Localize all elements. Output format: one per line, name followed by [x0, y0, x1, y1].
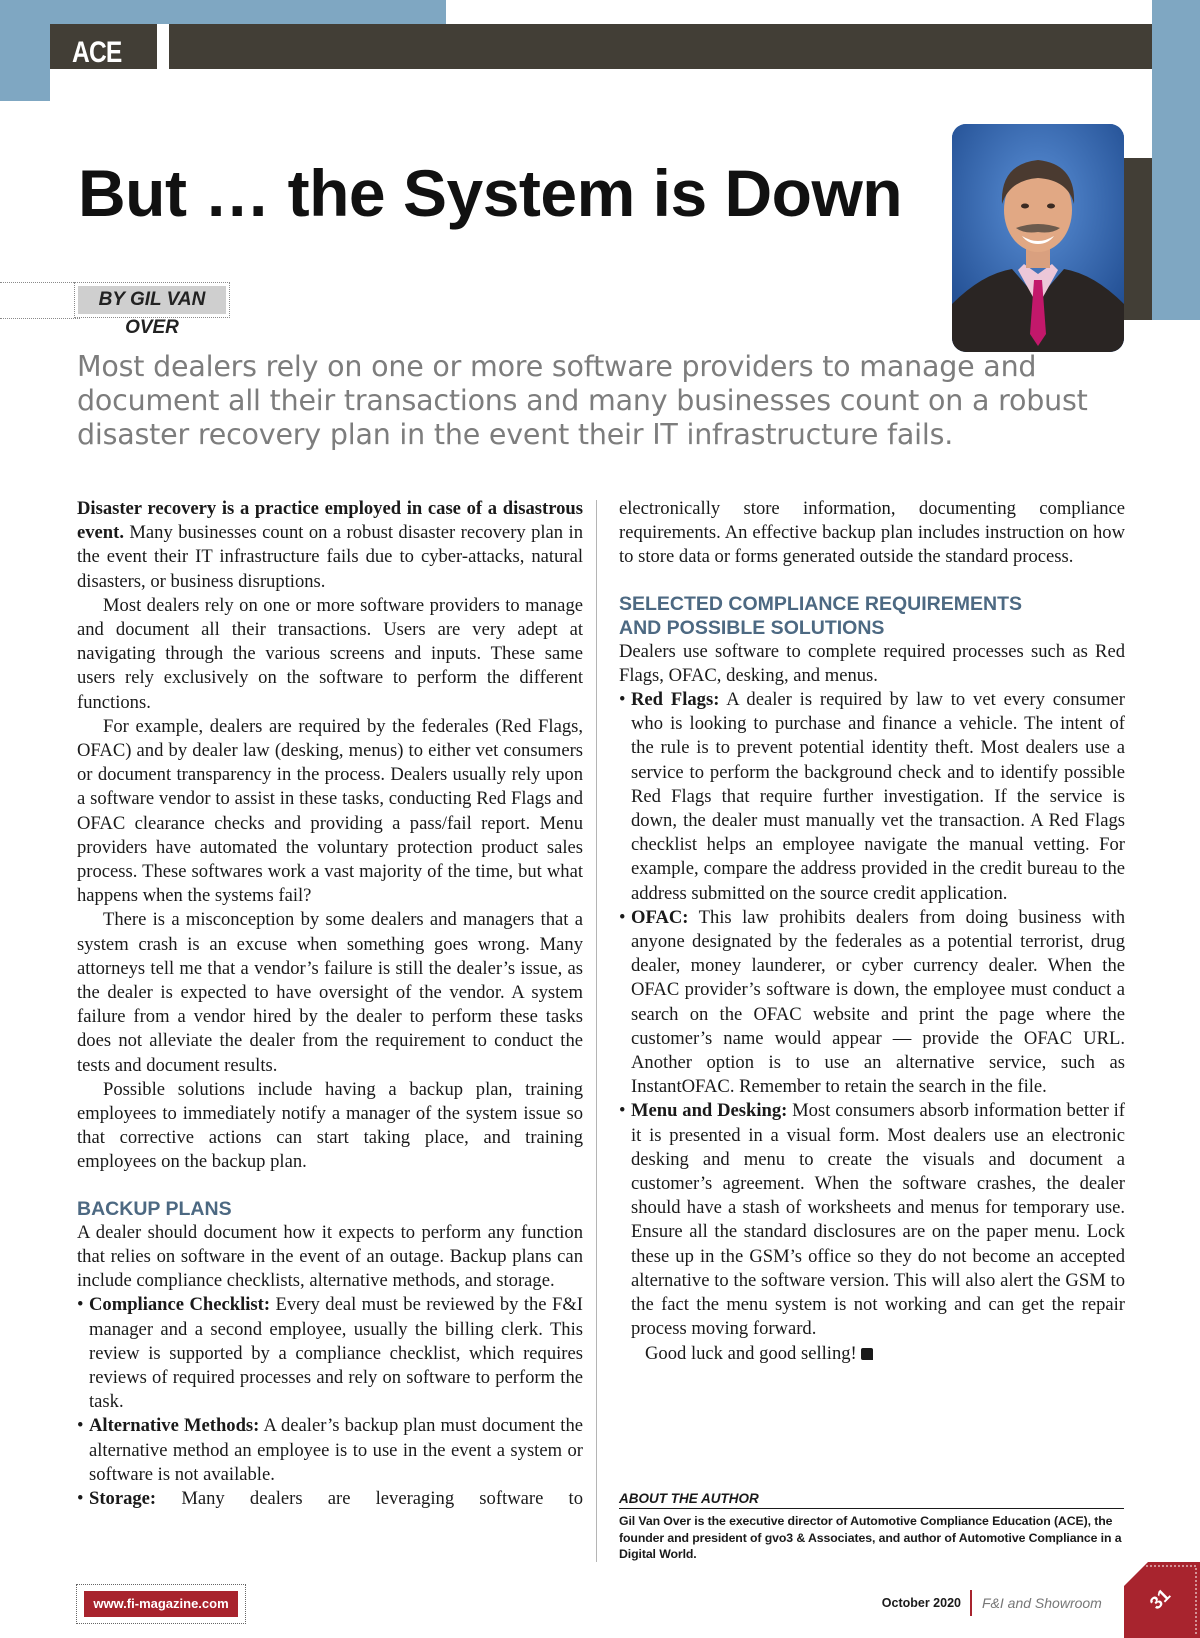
list-item — [619, 906, 1125, 1100]
paragraph: Dealers use software to complete required processes such as Red Flags, OFAC, desking, and menus. — [619, 640, 1125, 686]
corner-accent-block — [0, 0, 50, 101]
section-header-bar — [50, 24, 1152, 69]
paragraph: Possible solutions include having a backup plan, training employees to immediately notify a manager of the system issue so that corrective actions can start taking place, and training employees on the backup plan. — [77, 1078, 583, 1173]
footer-separator — [970, 1590, 972, 1616]
list-item-text: Most consumers absorb information better if it is presented in a visual form. Most dealers use an electronic desking and menu to create the visuals and document a customer’s agreement. When the software crashes, the dealer should have a stash of worksheets and menus for temporary use. Ensure all the standard disclosures are on the paper menu. Lock these up in the GSM’s office so they do not become an accepted alternative to the software version. This will also alert the GSM to the fact the menu system is not working and can get the repair process moving forward. — [631, 1100, 1126, 1340]
right-column — [619, 497, 1125, 1366]
top-accent-strip — [50, 0, 446, 24]
about-author-text: Gil Van Over is the executive director of Automotive Compliance Education (ACE), the founder and president of gvo3 & Associates, and author of Automotive Compliance in a Digital World. — [619, 1514, 1122, 1561]
about-author-title: ABOUT THE AUTHOR — [619, 1491, 1124, 1509]
author-portrait-icon — [952, 124, 1124, 352]
byline-rule-bottom — [0, 318, 80, 319]
section-label: ACE — [72, 36, 122, 69]
page-number: 31 — [1145, 1584, 1175, 1614]
byline-rule-top — [0, 282, 80, 283]
section-heading-compliance — [619, 592, 1125, 640]
list-item — [77, 1293, 583, 1414]
footer-magazine-name: F&I and Showroom — [982, 1595, 1102, 1611]
heading-line: SELECTED COMPLIANCE REQUIREMENTS — [619, 592, 1023, 615]
footer-issue-date: October 2020 — [881, 1596, 961, 1610]
paragraph: Most dealers rely on one or more software providers to manage and document all their transactions. Users are very adept at navigating through the various screens and inputs. These same users rely exclusively on the software to perform the different functions. — [77, 594, 583, 713]
list-item-term: Storage: — [89, 1487, 157, 1509]
paragraph: There is a misconception by some dealers and managers that a system crash is an excuse when something goes wrong. Many attorneys tell me that a vendor’s failure is still the dealer’s issue, as the dealer is expected to have oversight of the vendor. A system failure from a vendor hired by the dealer to perform these tasks does not alleviate the dealer from the requirement to conduct the tests and document results. — [77, 909, 583, 1076]
closing-text: Good luck and good selling! — [645, 1342, 857, 1364]
end-mark-icon — [861, 1348, 873, 1360]
article-deck: Most dealers rely on one or more software providers to manage and document all their transactions and many businesses count on a robust disaster recovery plan in the event their IT infrastructure fails. — [77, 350, 1088, 451]
list-item-term: Alternative Methods: — [89, 1415, 260, 1437]
list-item-text: Many dealers are leveraging software to — [156, 1487, 583, 1509]
article-headline: But … the System is Down — [78, 156, 903, 230]
paragraph: electronically store information, documenting compliance requirements. An effective backup plan includes instruction on how to store data or forms generated outside the standard process. — [619, 498, 1125, 568]
list-item-text: Every deal must be reviewed by the F&I manager and a second employee, usually the billing clerk. This review is supported by a compliance checklist, which requires reviews of required processes and rely on software to perform the task. — [89, 1294, 583, 1413]
list-item-term: Compliance Checklist: — [89, 1294, 271, 1316]
compliance-list — [619, 688, 1125, 1341]
backup-plan-list — [77, 1293, 583, 1511]
list-item-text: This law prohibits dealers from doing business with anyone designated by the federales as a potential terrorist, drug dealer, money launderer, or cyber currency dealer. When the OFAC provider’s software is down, the employee must conduct a search on the OFAC website and print the page where the customer’s name would appear — provide the OFAC URL. Another option is to use an alternative service, such as InstantOFAC. Remember to retain the search in the file. — [631, 906, 1125, 1098]
list-item — [619, 688, 1125, 906]
left-column — [77, 497, 583, 1511]
list-item — [77, 1487, 583, 1511]
list-item-term: Red Flags: — [631, 689, 720, 711]
heading-line: AND POSSIBLE SOLUTIONS — [619, 616, 885, 639]
list-item-text: A dealer is required by law to vet every consumer who is looking to purchase and finance a vehicle. The intent of the rule is to prevent potential identity theft. Most dealers use a service to perform the background check and to identify possible Red Flags that require further investigation. If the service is down, the dealer must manually vet the transaction. A Red Flags checklist helps an employee navigate the manual vetting. For example, compare the address provided in the credit bureau to the address submitted on the source credit application. — [631, 689, 1125, 904]
list-item — [619, 1099, 1125, 1341]
list-item — [77, 1414, 583, 1487]
right-accent-block — [1152, 0, 1200, 320]
paragraph: A dealer should document how it expects to perform any function that relies on software in the event of an outage. Backup plans can include compliance checklists, alternative methods, and storage. — [77, 1221, 583, 1292]
list-item-term: Menu and Desking: — [631, 1100, 788, 1122]
paragraph — [77, 497, 583, 594]
lead-in: Disaster recovery is a practice employed in case of a disastrous event. — [77, 498, 583, 544]
list-item-term: OFAC: — [631, 906, 689, 928]
footer-url-link[interactable]: www.fi-magazine.com — [84, 1591, 238, 1617]
author-photo — [952, 124, 1124, 352]
closing-line — [619, 1342, 1125, 1366]
header-bar-gap — [157, 24, 169, 69]
paragraph: For example, dealers are required by the federales (Red Flags, OFAC) and by dealer law (desking, menus) to either vet consumers or document transparency in the process. Dealers usually rely upon a software vendor to assist in these tasks, conducting Red Flags and OFAC clearance checks and providing a pass/fail report. Menu providers have automated the voluntary protection product sales process. These softwares work a vast majority of the time, but what happens when the systems fail? — [77, 715, 583, 907]
section-heading-backup-plans: BACKUP PLANS — [77, 1197, 232, 1220]
column-divider — [596, 500, 597, 1562]
list-item-text: A dealer’s backup plan must document the alternative method an employee is to use in the event a system or software is not available. — [89, 1415, 583, 1485]
byline: BY GIL VAN OVER — [78, 286, 226, 314]
paragraph-text: Many businesses count on a robust disaster recovery plan in the event their IT infrastructure fails due to cyber-attacks, natural disasters, or business disruptions. — [77, 522, 583, 592]
